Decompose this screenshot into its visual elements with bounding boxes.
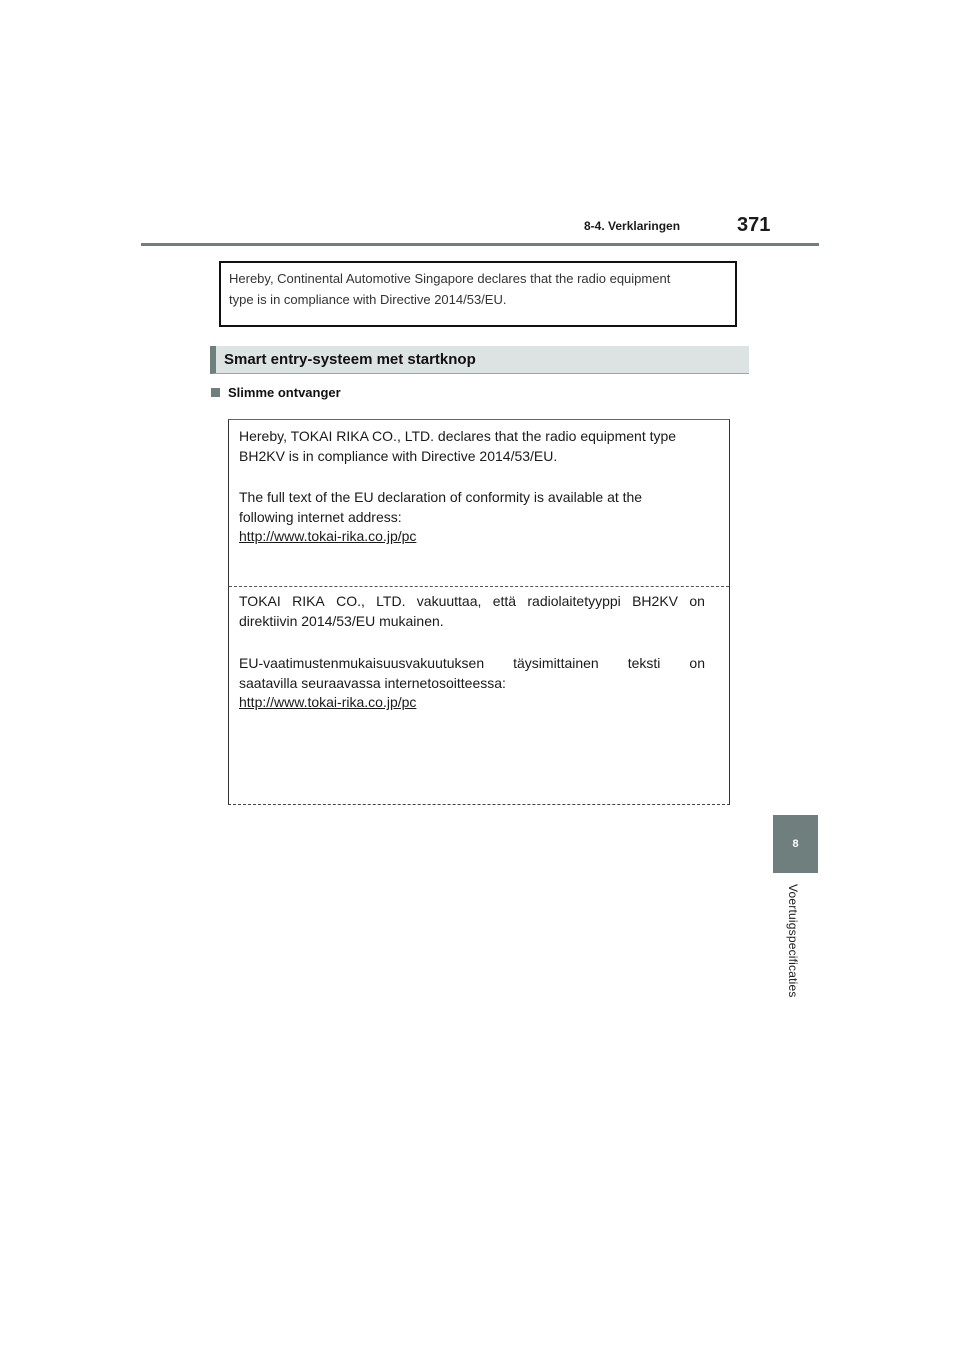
declaration-line-2: type is in compliance with Directive 2014/53/EU.	[229, 292, 507, 307]
fi-url-link[interactable]: http://www.tokai-rika.co.jp/pc	[239, 694, 417, 710]
en-line-4: following internet address:	[239, 509, 402, 525]
language-divider	[229, 586, 729, 587]
fi-word: vakuuttaa,	[416, 593, 482, 609]
chapter-tab-label: Voertuigspecificaties	[786, 884, 800, 998]
chapter-tab-number: 8	[792, 838, 799, 850]
en-url-link[interactable]: http://www.tokai-rika.co.jp/pc	[239, 528, 417, 544]
continental-declaration-box	[219, 261, 737, 327]
tokai-rika-declaration-box	[228, 419, 730, 805]
fi-word: CO.,	[336, 593, 365, 609]
section-heading: Smart entry-systeem met startknop	[210, 346, 749, 374]
fi-word: että	[492, 593, 517, 609]
fi-word: BH2KV	[632, 593, 679, 609]
fi-line-2: direktiivin 2014/53/EU mukainen.	[239, 613, 444, 629]
fi-word: EU-vaatimustenmukaisuusvakuutuksen	[239, 655, 485, 671]
square-bullet-icon	[211, 388, 220, 397]
fi-word: RIKA	[292, 593, 325, 609]
fi-word: on	[689, 593, 705, 609]
header-section-title: 8-4. Verklaringen	[584, 219, 681, 233]
header-divider	[141, 243, 819, 246]
fi-word: TOKAI	[239, 593, 281, 609]
chapter-tab[interactable]	[773, 815, 818, 873]
fi-word: radiolaitetyyppi	[527, 593, 621, 609]
fi-word: teksti	[627, 655, 661, 671]
fi-word: on	[689, 655, 705, 671]
fi-line-1	[239, 591, 705, 611]
fi-line-4: saatavilla seuraavassa internetosoitteessa:	[239, 675, 506, 691]
declaration-line-1: Hereby, Continental Automotive Singapore declares that the radio equipment	[229, 271, 671, 286]
en-line-2: BH2KV is in compliance with Directive 2014/53/EU.	[239, 448, 558, 464]
fi-word: LTD.	[376, 593, 406, 609]
en-line-1: Hereby, TOKAI RIKA CO., LTD. declares that the radio equipment type	[239, 428, 677, 444]
fi-word: täysimittainen	[513, 655, 599, 671]
fi-line-3	[239, 653, 705, 673]
page-number: 371	[737, 214, 771, 236]
sub-heading	[211, 385, 341, 400]
sub-heading-text: Slimme ontvanger	[228, 385, 341, 400]
en-line-3: The full text of the EU declaration of conformity is available at the	[239, 489, 643, 505]
